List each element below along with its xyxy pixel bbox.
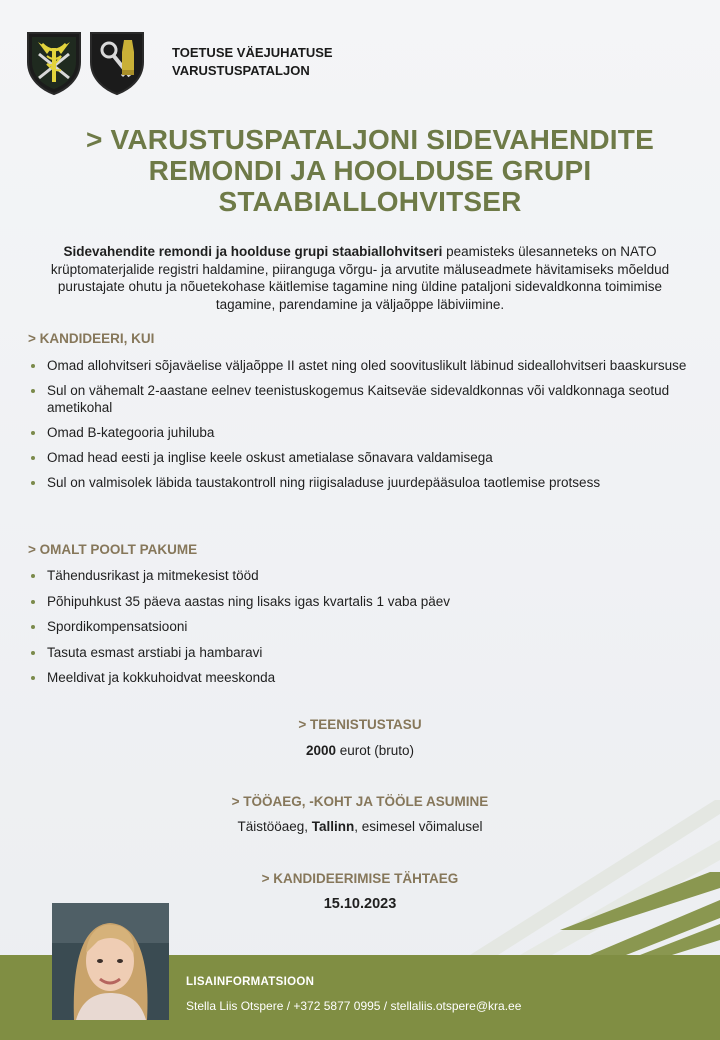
worktime-post: , esimesel võimalusel	[354, 819, 483, 834]
org-line-1: TOETUSE VÄEJUHATUSE	[172, 45, 333, 60]
requirements-list	[28, 357, 692, 499]
salary-heading: > TEENISTUSTASU	[298, 717, 422, 732]
salary-unit: eurot (bruto)	[336, 743, 415, 758]
deadline-heading: > KANDIDEERIMISE TÄHTAEG	[261, 871, 459, 886]
list-item: Sul on valmisolek läbida taustakontroll ning riigisaladuse juurdepääsuloa taotlemise protsess	[28, 474, 692, 491]
job-title	[40, 124, 700, 217]
estonian-coat-of-arms-emblem-icon	[25, 30, 83, 96]
offer-list	[28, 567, 692, 695]
job-description	[28, 243, 692, 313]
job-description-bold: Sidevahendite remondi ja hoolduse grupi staabiallohvitseri	[63, 244, 443, 259]
worktime-pre: Täistööaeg,	[237, 819, 312, 834]
list-item: Omad head eesti ja inglise keele oskust ametialase sõnavara valdamisega	[28, 449, 692, 466]
requirements-heading: > KANDIDEERI, KUI	[28, 331, 155, 346]
list-item: Spordikompensatsiooni	[28, 618, 692, 635]
salary-amount: 2000	[305, 743, 336, 758]
battalion-emblem-icon	[88, 30, 146, 96]
org-line-2: VARUSTUSPATALJON	[172, 63, 310, 78]
list-item: Tasuta esmast arstiabi ja hambaravi	[28, 644, 692, 661]
job-title-line-2: REMONDI JA HOOLDUSE GRUPI	[148, 155, 592, 186]
list-item: Omad allohvitseri sõjaväelise väljaõppe II astet ning oled soovituslikult läbinud sideallohvitseri baaskursuse	[28, 357, 692, 374]
list-item: Omad B-kategooria juhiluba	[28, 424, 692, 441]
list-item: Sul on vähemalt 2-aastane eelnev teenistuskogemus Kaitseväe sidevaldkonnas või valdkonnaga seotud ametikohal	[28, 382, 692, 416]
list-item: Tähendusrikast ja mitmekesist tööd	[28, 567, 692, 584]
offer-heading: > OMALT POOLT PAKUME	[28, 542, 198, 557]
worktime-heading: > TÖÖAEG, -KOHT JA TÖÖLE ASUMINE	[231, 794, 489, 809]
worktime-city: Tallinn	[311, 819, 355, 834]
contact-heading: LISAINFORMATSIOON	[186, 976, 315, 988]
contact-details: Stella Liis Otspere / +372 5877 0995 / stellaliis.otspere@kra.ee	[186, 999, 522, 1013]
list-item: Meeldivat ja kokkuhoidvat meeskonda	[28, 669, 692, 686]
job-description-text: peamisteks ülesanneteks on NATO krüptomaterjalide registri haldamine, piiranguga võrgu- ja arvutite mäluseadmete hävitamiseks mõeldud purustajate ohutu ja nõuetekohase käitlemise tagamine ning üldine pataljoni sidevaldkonna toimimise tagamine, parendamine ja väljaõppe läbiviimine.	[50, 244, 670, 312]
decorative-stripes	[440, 800, 720, 960]
contact-person-photo	[52, 903, 169, 1020]
deadline-date: 15.10.2023	[323, 896, 397, 912]
organization-name	[172, 44, 333, 80]
job-title-line-3: STAABIALLOHVITSER	[218, 186, 522, 217]
list-item: Põhipuhkust 35 päeva aastas ning lisaks igas kvartalis 1 vaba päev	[28, 593, 692, 610]
salary-value	[0, 743, 720, 758]
job-title-line-1: > VARUSTUSPATALJONI SIDEVAHENDITE	[86, 124, 654, 155]
